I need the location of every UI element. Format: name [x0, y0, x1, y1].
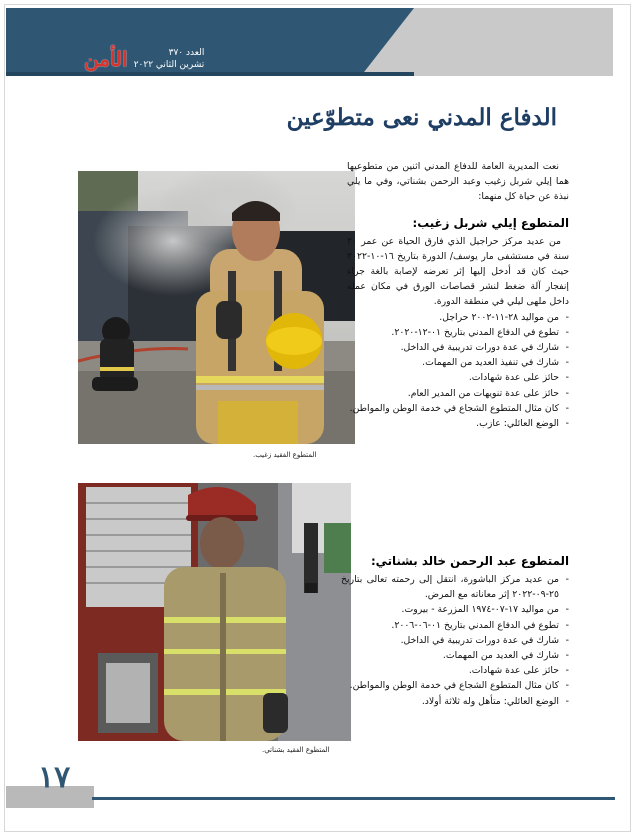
volunteer-1-paragraph: من عديد مركز حراجيل الذي فارق الحياة عن عمر ٢٠ سنة في مستشفى مار يوسف/ الدورة بتاريخ ١٦-١٠-٢٠٢٢ حيث كان قد أدخل إليها إثر تعرضه لإصابة بالغة جراء إنفجار آلة ضغط لنشر قصاصات الورق في مكان عمله داخل ملهى ليلي في منطقة الدورة. [347, 235, 569, 308]
article-column-top [347, 159, 569, 431]
header-blue-panel [6, 8, 414, 76]
firefighter-portrait-photo [78, 483, 351, 741]
list-item: - شارك في العديد من المهمات. [341, 648, 569, 663]
volunteer-2-heading: المتطوع عبد الرحمن خالد بشناتي: [370, 554, 569, 568]
article-intro: نعت المديرية العامة للدفاع المدني اثنين من متطوعيها هما إيلي شربل زغيب وعبد الرحمن بشناتي، وفي ما يلي نبذة عن حياة كل منهما: [347, 161, 569, 203]
list-item: - من مواليد ٢٨-١١-٢٠٠٢ حراجل. [347, 310, 569, 325]
volunteer-1-heading: المتطوع إيلي شربل زغيب: [412, 215, 569, 230]
article-column-bottom [341, 553, 569, 709]
list-item: - كان مثال المتطوع الشجاع في خدمة الوطن والمواطن. [341, 678, 569, 693]
list-item: - حائز على عدة شهادات. [347, 370, 569, 385]
header-accent-line [6, 72, 414, 76]
footer-rule [92, 797, 615, 800]
photo-caption-zgheib: المتطوع الفقيد زغيب. [253, 451, 317, 459]
masthead [84, 44, 204, 74]
list-item: - الوضع العائلي: متأهل وله ثلاثة أولاد. [341, 694, 569, 709]
list-item: - من عديد مركز الباشورة، انتقل إلى رحمته تعالى بتاريخ ٢٥-٠٩-٢٠٢٢ إثر معاناته مع المرض. [341, 572, 569, 602]
magazine-logo: الأمن [84, 47, 128, 71]
issue-date: تشرين الثاني ٢٠٢٢ [133, 60, 205, 70]
list-item: - شارك في تنفيذ العديد من المهمات. [347, 355, 569, 370]
list-item: - حائز على عدة تنويهات من المدير العام. [347, 386, 569, 401]
firefighter-training-photo [78, 171, 355, 444]
header-band [6, 8, 613, 76]
list-item: - حائز على عدة شهادات. [341, 663, 569, 678]
photo-volunteer-zgheib [78, 171, 355, 444]
issue-number: العدد ٣٧٠ [168, 48, 205, 58]
list-item: - الوضع العائلي: عازب. [347, 416, 569, 431]
list-item: - شارك في عدة دورات تدريبية في الداخل. [341, 633, 569, 648]
issue-info [134, 47, 205, 71]
photo-volunteer-bashnati [78, 483, 351, 741]
photo-caption-bashnati: المتطوع الفقيد بشناتي. [262, 746, 330, 754]
list-item: - كان مثال المتطوع الشجاع في خدمة الوطن والمواطن. [347, 401, 569, 416]
list-item: - شارك في عدة دورات تدريبية في الداخل. [347, 340, 569, 355]
page-number: ١٧ [38, 760, 71, 795]
list-item: - من مواليد ١٧-٠٧-١٩٧٤ المزرعة - بيروت. [341, 602, 569, 617]
list-item: - تطوع في الدفاع المدني بتاريخ ٠١-٠٦-٢٠٠٦. [341, 618, 569, 633]
volunteer-1-facts [347, 310, 569, 432]
article-title: الدفاع المدني نعى متطوّعين [286, 104, 557, 131]
list-item: - تطوع في الدفاع المدني بتاريخ ٠١-١٢-٢٠٢٠. [347, 325, 569, 340]
volunteer-2-facts [341, 572, 569, 709]
